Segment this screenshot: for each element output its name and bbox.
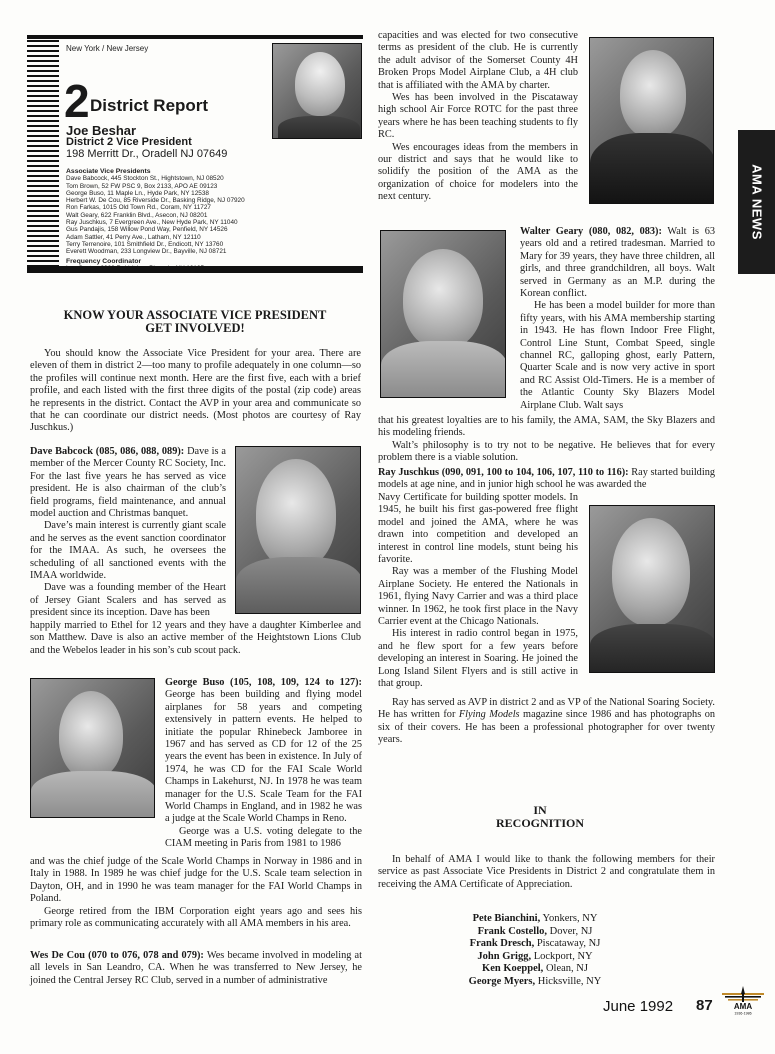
freq-coordinator-label: Frequency Coordinator xyxy=(66,257,142,265)
article-heading: KNOW YOUR ASSOCIATE VICE PRESIDENT GET INVOLVED! xyxy=(63,308,327,335)
avp-entry: Everett Woodman, 233 Longview Dr., Bayville, NJ 08721 xyxy=(66,248,227,256)
recognition-member: John Grigg, Lockport, NY xyxy=(477,950,593,962)
article-intro: You should know the Associate Vice President for your area. There are eleven of them in district 2—too many to profile adequately in one column—so the profiles will continue next month. Here are the first five, each with a brief profile, and each listed with the first three digits of the postal (zip code) areas he represents in the district. Contact the AVP in your area and communicate so that he can coordinate our district needs. (Most photos are courtesy of Ray Juschkus.) xyxy=(30,348,361,434)
recognition-member: Ken Koeppel, Olean, NJ xyxy=(482,963,588,975)
recognition-list xyxy=(420,913,650,989)
avp-entry: Herbert W. De Cou, 85 Riverside Dr., Basking Ridge, NJ 07920 xyxy=(66,197,245,205)
profile-name: Dave Babcock (085, 086, 088, 089): xyxy=(30,446,185,457)
ama-logo-icon xyxy=(720,986,766,1016)
avp-entry: Walt Geary, 622 Franklin Blvd., Asecon, NJ 08201 xyxy=(66,211,208,219)
section-tab-ama-news: AMA NEWS xyxy=(738,130,775,274)
profile-name: George Buso (105, 108, 109, 124 to 127): xyxy=(165,677,362,688)
recognition-heading: IN RECOGNITION xyxy=(495,803,584,830)
photo-dave-babcock xyxy=(235,446,361,614)
avp-entry: Terry Terrenoire, 101 Smithfield Dr., Endicott, NY 13760 xyxy=(66,240,224,248)
recognition-member: Frank Dresch, Piscataway, NJ xyxy=(469,938,601,950)
profile-name: Ray Juschkus (090, 091, 100 to 104, 106, 107, 110 to 116): xyxy=(378,467,629,478)
svg-text:1936-1986: 1936-1986 xyxy=(734,1011,752,1016)
profile-name: Walter Geary (080, 082, 083): xyxy=(520,226,662,237)
photo-ray-juschkus xyxy=(589,505,715,673)
photo-wes-de-cou xyxy=(589,37,714,204)
recognition-member: Frank Costello, Dover, NJ xyxy=(477,925,593,937)
avp-label: Associate Vice Presidents xyxy=(66,168,151,175)
avp-entry: Ray Juschkus, 7 Evergreen Ave., New Hyde Park, NY 11040 xyxy=(66,219,238,227)
vp-role: District 2 Vice President xyxy=(66,136,192,148)
avp-entry: Gus Pandajis, 158 Willow Pond Way, Penfield, NY 14526 xyxy=(66,226,228,234)
profile-juschkus-cont: Ray has served as AVP in district 2 and as VP of the National Soaring Society. He has written for Flying Models magazine since 1986 and has photographs on six of their covers. He has been a professional photographer for over twenty years. xyxy=(378,697,716,746)
profile-geary-cont: that his greatest loyalties are to his family, the AMA, SAM, the Sky Blazers and his modeling friends. Walt’s philosophy is to try not to be negative. He believes that for every problem there is a viable solution. xyxy=(378,415,715,464)
profile-name: Wes De Cou (070 to 076, 078 and 079): xyxy=(30,950,204,961)
district-number: 2 xyxy=(64,75,89,127)
magazine-title: Flying Models xyxy=(458,709,520,721)
avp-entry: Adam Sattler, 41 Perry Ave., Latham, NY 12110 xyxy=(66,233,201,241)
recognition-member: Pete Bianchini, Yonkers, NY xyxy=(472,913,598,924)
region-label: New York / New Jersey xyxy=(66,44,149,53)
avp-entry: George Buso, 11 Maple Ln., Hyde Park, NY 12538 xyxy=(66,189,209,197)
avp-entry: Tom Brown, 52 FW PSC 9, Box 2133, APO AE 09123 xyxy=(66,182,218,190)
profile-juschkus: Ray Juschkus (090, 091, 100 to 104, 106, 107, 110 to 116): Ray started building models at age nine, and in junior high school he was awarded the xyxy=(378,467,715,491)
recognition-text: In behalf of AMA I would like to thank the following members for their service as past Associate Vice Presidents in District 2 and congratulate them in receiving the AMA Certificate of Appreciation. xyxy=(378,854,715,890)
photo-george-buso xyxy=(30,678,155,818)
profile-decou: Wes De Cou (070 to 076, 078 and 079): Wes became involved in modeling at all levels in San Leandro, CA. When he was transferred to New Jersey, he joined the Central Jersey RC Club, served in a number of administrative xyxy=(30,950,362,986)
profile-babcock-cont: happily married to Ethel for 12 years and they have a daughter Kimberlee and son Matthew. Dave is also an active member of the Heightstown Lions Club and the Webelos leader in his son’s cub scout pack. xyxy=(30,620,361,656)
photo-joe-beshar xyxy=(272,43,362,139)
issue-date: June 1992 xyxy=(603,998,674,1015)
avp-directory xyxy=(66,168,245,272)
vp-name: Joe Beshar xyxy=(66,123,137,138)
recognition-member: George Myers, Hicksville, NY xyxy=(468,975,602,987)
profile-geary: Walter Geary (080, 082, 083): Walt is 63 years old and a retired tradesman. Married to Mary for 39 years, they have three children, all girls, and three grandchildren, all boys. Walt served in Germany as an M.P. during the Korean conflict. He has been a model builder for more than fifty years, with his AMA membership starting in 1943. He has flown Indoor Free Flight, Control Line Stunt, Combat Speed, single channel RC, galloping ghost, early Pattern, Quarter Scale and is now very active in sport and RC Assist Old-Timers. He is a member of the Atlantic County Sky Blazers Model Airplane Club. Walt says xyxy=(520,226,715,411)
profile-babcock: Dave Babcock (085, 086, 088, 089): Dave is a member of the Mercer County RC Society, Inc. For the last five years he has served as vice president. He is also chairman of the club’s field programs, field maintenance, and annual model auction and Christmas banquet. Dave’s main interest is currently giant scale and he serves as the event sanction coordinator for the IMAA. As such, he oversees the scheduling of all sanctioned events with the IMAA worldwide. Dave was a founding member of the Heart of Jersey Giant Scalers and has served as president since its inception. Dave has been xyxy=(30,446,226,619)
profile-buso: George Buso (105, 108, 109, 124 to 127): George has been building and flying model airplanes for 58 years and competing extensively in pattern events. He helped to initiate the popular Rhinebeck Jamboree in 1967 and has served as CD for 12 of the 25 years the event has been in existence. In July of 1974, he was CD for the FAI Scale World Champs in Lakehurst, NJ. In 1978 he was team manager for the U.S. Scale Team for the FAI World Champs in England, and in 1982 he was a judge at the Scale World Champs in Reno. George was a U.S. voting delegate to the CIAM meeting in Paris from 1981 to 1986 xyxy=(165,677,362,850)
avp-entry: Ron Farkas, 1015 Old Town Rd., Coram, NY 11727 xyxy=(66,204,211,212)
header-top-rule xyxy=(27,35,363,39)
profile-decou-cont: capacities and was elected for two consecutive terms as president of the club. He is currently the adult advisor of the Somerset County 4H Broken Props Model Airplane Club, a 4H club that is affiliated with the AMA by charter. Wes has been involved in the Piscataway high school Air Force ROTC for the past three years where he has been teaching students to fly RC. Wes encourages ideas from the members in our district and says that he would like to solidify the position of the AMA as the organization of choice for modelers into the next century. xyxy=(378,30,578,203)
page-number: 87 xyxy=(696,997,713,1014)
page-title: District Report xyxy=(90,96,209,115)
header-bottom-rule xyxy=(27,266,363,273)
avp-entry: Dave Babcock, 445 Stockton St., Hightstown, NJ 08520 xyxy=(66,175,224,183)
photo-walter-geary xyxy=(380,230,506,398)
header-stripes-decoration xyxy=(27,40,59,266)
svg-text:AMA: AMA xyxy=(733,1002,753,1011)
profile-buso-cont: and was the chief judge of the Scale World Champs in Norway in 1986 and in Italy in 1988. In 1989 he was chief judge for the U.S. Scale team selection in Dayton, OH, and in 1990 he was team manager for the FAI World Champs in Poland. George retired from the IBM Corporation eight years ago and sees his primary role as communicating accurately with all AMA members in his area. xyxy=(30,856,362,930)
profile-juschkus-mid: Navy Certificate for building spotter models. In 1945, he built his first gas-powered free flight model and joined the AMA, where he was drawn into competition and developed an interest in control line models, stunt being his favorite. Ray was a member of the Flushing Model Airplane Society. He entered the Nationals in 1961, flying Navy Carrier and was a third place winner. In 1962, he took first place in the Navy Carrier event at the Chicago Nationals. His interest in radio control began in 1975, and he flew sport for a few years before developing an interest in Soaring. He joined the Long Island Silent Flyers and is still active in that group. xyxy=(378,492,578,690)
vp-address: 198 Merritt Dr., Oradell NJ 07649 xyxy=(66,148,228,160)
